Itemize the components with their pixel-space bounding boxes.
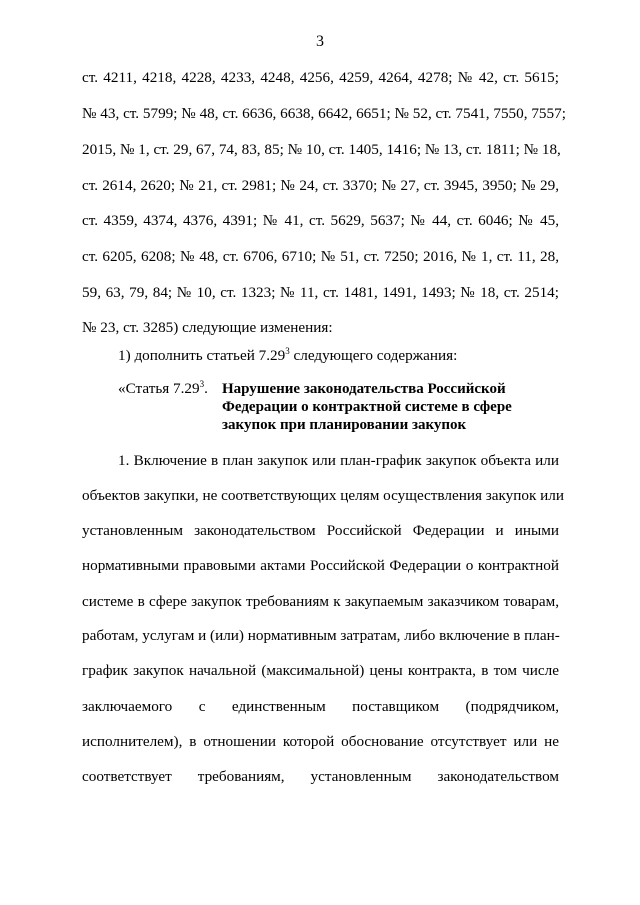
citation-line: № 23, ст. 3285) следующие изменения: — [82, 319, 333, 336]
citation-line: ст. 4211, 4218, 4228, 4233, 4248, 4256, 4259, 4264, 4278; № 42, ст. 5615; — [82, 69, 559, 86]
citation-line: № 43, ст. 5799; № 48, ст. 6636, 6638, 6642, 6651; № 52, ст. 7541, 7550, 7557; — [82, 105, 566, 122]
paragraph-line: исполнителем), в отношении которой обоснование отсутствует или не — [82, 733, 559, 750]
citation-line: 2015, № 1, ст. 29, 67, 74, 83, 85; № 10, ст. 1405, 1416; № 13, ст. 1811; № 18, — [82, 141, 561, 158]
paragraph-line: работам, услугам и (или) нормативным затратам, либо включение в план- — [82, 627, 560, 644]
paragraph-line: график закупок начальной (максимальной) цены контракта, в том числе — [82, 662, 559, 679]
paragraph-line: заключаемого с единственным поставщиком (подрядчиком, — [82, 698, 559, 715]
article-title-line: Нарушение законодательства Российской — [222, 381, 506, 397]
page-number: 3 — [316, 33, 324, 50]
amendment-item — [118, 347, 559, 365]
article-title-line: Федерации о контрактной системе в сфере — [222, 399, 512, 415]
amendment-text: 1) дополнить статьей 7.29 — [118, 347, 286, 364]
article-title — [222, 380, 522, 434]
article-label — [118, 380, 208, 398]
citation-line: 59, 63, 79, 84; № 10, ст. 1323; № 11, ст. 1481, 1491, 1493; № 18, ст. 2514; — [82, 284, 559, 301]
article-label-sup: 3 — [199, 379, 205, 389]
paragraph-line: нормативными правовыми актами Российской Федерации о контрактной — [82, 557, 559, 574]
article-title-line: закупок при планировании закупок — [222, 417, 467, 433]
article-label-prefix: «Статья 7.29 — [118, 380, 200, 397]
paragraph-line: соответствует требованиям, установленным законодательством — [82, 768, 559, 785]
paragraph-line: 1. Включение в план закупок или план-график закупок объекта или — [118, 452, 559, 469]
citation-line: ст. 2614, 2620; № 21, ст. 2981; № 24, ст. 3370; № 27, ст. 3945, 3950; № 29, — [82, 177, 559, 194]
paragraph-line: объектов закупки, не соответствующих целям осуществления закупок или — [82, 487, 564, 504]
citation-line: ст. 4359, 4374, 4376, 4391; № 41, ст. 5629, 5637; № 44, ст. 6046; № 45, — [82, 212, 559, 229]
amendment-sup: 3 — [285, 346, 290, 356]
paragraph-line: системе в сфере закупок требованиям к закупаемым заказчиком товарам, — [82, 593, 559, 610]
citation-line: ст. 6205, 6208; № 48, ст. 6706, 6710; № 51, ст. 7250; 2016, № 1, ст. 11, 28, — [82, 248, 559, 265]
amendment-text-after: следующего содержания: — [289, 347, 458, 364]
paragraph-line: установленным законодательством Российской Федерации и иными — [82, 522, 559, 539]
article-label-suffix: . — [204, 380, 208, 397]
